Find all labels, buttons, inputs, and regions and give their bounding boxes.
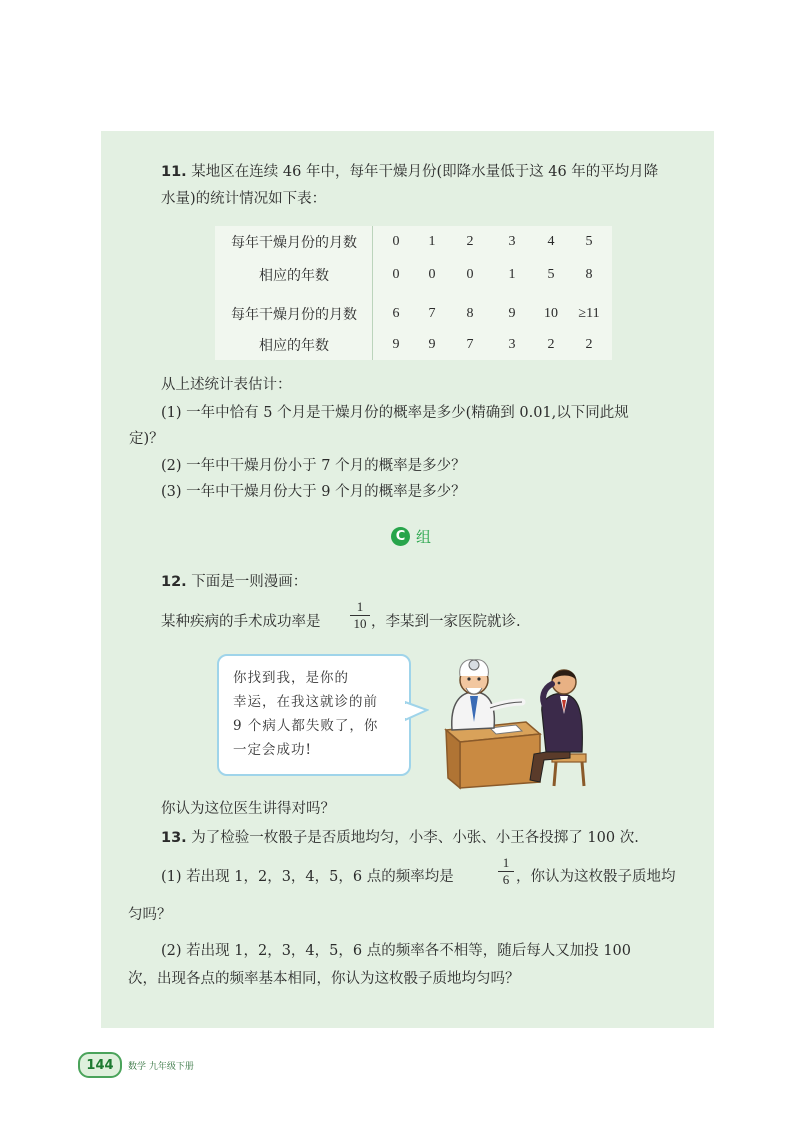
q13-part1-line2: 匀吗？ xyxy=(128,907,172,923)
q13-part2-line1: (2) 若出现 1，2，3，4，5，6 点的频率各不相等，随后每人又加投 100 xyxy=(161,943,632,959)
q12-fraction xyxy=(350,600,370,631)
table-cell: 2 xyxy=(466,234,474,249)
q12-number: 12. xyxy=(161,574,187,590)
q11-part2: (2) 一年中干燥月份小于 7 个月的概率是多少？ xyxy=(161,458,466,474)
q11-line1-text: 某地区在连续 46 年中，每年干燥月份(即降水量低于这 46 年的平均月降 xyxy=(191,164,659,180)
table-cell: 0 xyxy=(392,234,400,249)
table-cell: 4 xyxy=(547,234,555,249)
table-cell: 8 xyxy=(466,306,474,321)
table-cell: 1 xyxy=(428,234,436,249)
table-row4-label: 相应的年数 xyxy=(259,338,329,354)
table-cell: 0 xyxy=(392,267,400,282)
q12-line1-text: 下面是一则漫画： xyxy=(191,574,308,590)
table-divider xyxy=(372,226,373,360)
speech-bubble-text: 你找到我，是你的 幸运，在我这就诊的前 9 个病人都失败了，你 一定会成功! xyxy=(233,670,379,758)
table-row1-label: 每年干燥月份的月数 xyxy=(231,235,357,251)
q12-fraction-numerator: 1 xyxy=(356,599,364,614)
page-footer xyxy=(78,1052,194,1078)
q11-part3: (3) 一年中干燥月份大于 9 个月的概率是多少？ xyxy=(161,484,466,500)
q13-fraction-denominator: 6 xyxy=(502,872,510,887)
q11-part1-line1: (1) 一年中恰有 5 个月是干燥月份的概率是多少(精确到 0.01,以下同此规 xyxy=(161,405,629,421)
table-cell: 6 xyxy=(392,306,400,321)
doctor-patient-cartoon xyxy=(430,652,600,792)
q13-line1 xyxy=(161,827,639,849)
q13-number: 13. xyxy=(161,830,187,846)
group-letter-badge: C xyxy=(391,527,410,546)
q11-line2: 水量)的统计情况如下表： xyxy=(161,191,327,207)
table-cell: 7 xyxy=(466,337,474,352)
book-title: 数学 九年级下册 xyxy=(128,1061,194,1072)
table-cell: 3 xyxy=(508,337,516,352)
q11-intro: 从上述统计表估计： xyxy=(161,377,292,393)
group-c-header xyxy=(391,526,431,547)
table-cell: 1 xyxy=(508,267,516,282)
table-cell: 9 xyxy=(392,337,400,352)
page-number: 144 xyxy=(78,1052,122,1078)
q13-line1-text: 为了检验一枚骰子是否质地均匀，小李、小张、小王各投掷了 100 次. xyxy=(191,830,639,846)
table-row3-label: 每年干燥月份的月数 xyxy=(231,307,357,323)
table-cell: 5 xyxy=(585,234,593,249)
q13-fraction-numerator: 1 xyxy=(502,855,510,870)
q11-part1-line2: 定)？ xyxy=(129,431,164,447)
table-cell: 5 xyxy=(547,267,555,282)
table-cell: 9 xyxy=(508,306,516,321)
q12-line2-after: ，李某到一家医院就诊. xyxy=(371,614,521,630)
q13-part1-after: ，你认为这枚骰子质地均 xyxy=(516,869,676,885)
table-cell: 2 xyxy=(585,337,593,352)
table-cell: 0 xyxy=(428,267,436,282)
q12-question: 你认为这位医生讲得对吗？ xyxy=(161,801,335,817)
q12-line1 xyxy=(161,571,307,593)
statistics-table xyxy=(215,226,612,360)
speech-bubble xyxy=(217,654,411,776)
speech-bubble-tail xyxy=(405,700,429,724)
table-cell: ≥11 xyxy=(578,306,600,321)
table-cell: 10 xyxy=(544,306,558,321)
group-label: 组 xyxy=(416,528,432,546)
table-cell: 2 xyxy=(547,337,555,352)
table-cell: 7 xyxy=(428,306,436,321)
table-cell: 9 xyxy=(428,337,436,352)
table-row2-label: 相应的年数 xyxy=(259,268,329,284)
table-cell: 8 xyxy=(585,267,593,282)
table-cell: 3 xyxy=(508,234,516,249)
q13-fraction xyxy=(498,856,514,887)
q11-line1 xyxy=(161,161,658,183)
q12-fraction-denominator: 10 xyxy=(353,616,367,631)
q11-number: 11. xyxy=(161,164,187,180)
q13-part1-before: (1) 若出现 1，2，3，4，5，6 点的频率均是 xyxy=(161,869,454,885)
q12-line2-before: 某种疾病的手术成功率是 xyxy=(161,614,321,630)
q13-part2-line2: 次，出现各点的频率基本相同，你认为这枚骰子质地均匀吗？ xyxy=(128,971,520,987)
table-cell: 0 xyxy=(466,267,474,282)
